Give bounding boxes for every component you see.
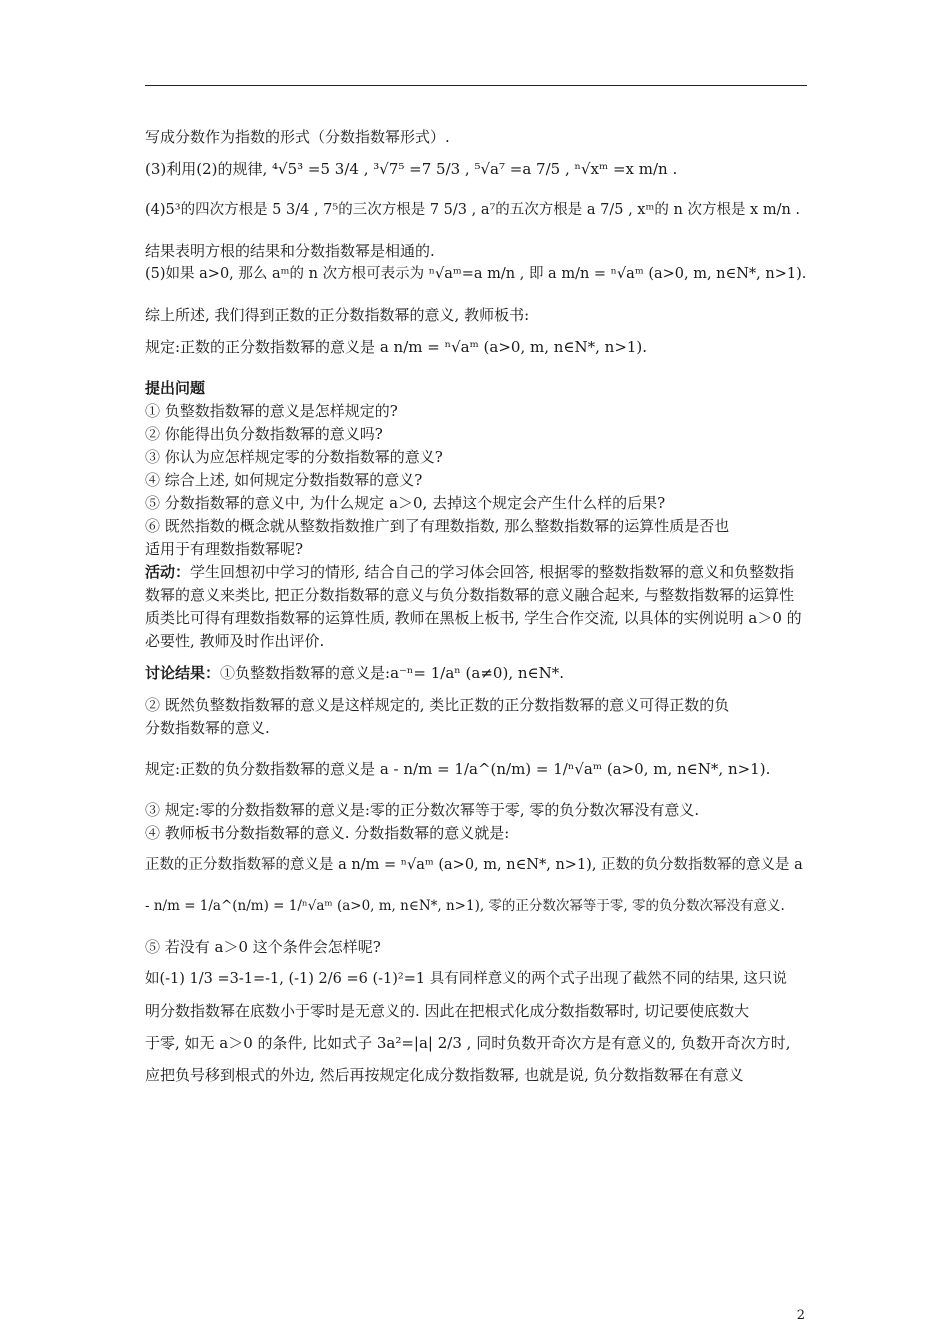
text-line: 明分数指数幂在底数小于零时是无意义的. 因此在把根式化成分数指数幂时, 切记要使底数大: [145, 1002, 750, 1020]
question-item: ② 你能得出负分数指数幂的意义吗?: [145, 425, 383, 443]
question-item: ⑥ 既然指数的概念就从整数指数推广到了有理数指数, 那么整数指数幂的运算性质是否也: [145, 517, 730, 535]
text-line: - n/m = 1/a^(n/m) = 1/ⁿ√aᵐ (a>0, m, n∈N*, n>1), 零的正分数次幂等于零, 零的负分数次幂没有意义.: [145, 898, 785, 914]
text-line: ⑤ 若没有 a＞0 这个条件会怎样呢?: [145, 938, 381, 956]
text-line: ② 既然负整数指数幂的意义是这样规定的, 类比正数的正分数指数幂的意义可得正数的负: [145, 696, 730, 714]
text-line: 综上所述, 我们得到正数的正分数指数幂的意义, 教师板书:: [145, 306, 530, 324]
section-heading: 提出问题: [145, 379, 206, 397]
discussion-text: ①负整数指数幂的意义是:a⁻ⁿ= 1/aⁿ (a≠0), n∈N*.: [220, 664, 565, 682]
question-item: ⑤ 分数指数幂的意义中, 为什么规定 a＞0, 去掉这个规定会产生什么样的后果?: [145, 494, 666, 512]
page-number: 2: [796, 1308, 805, 1323]
activity-paragraph: [145, 561, 807, 653]
text-line: 分数指数幂的意义.: [145, 719, 270, 737]
discussion-label: 讨论结果：: [145, 664, 221, 682]
question-item: ① 负整数指数幂的意义是怎样规定的?: [145, 402, 398, 420]
text-line: (5)如果 a>0, 那么 aᵐ的 n 次方根可表示为 ⁿ√aᵐ=a m/n , 即 a m/n = ⁿ√aᵐ (a>0, m, n∈N*, n>1).: [145, 266, 807, 282]
question-item: ③ 你认为应怎样规定零的分数指数幂的意义?: [145, 448, 443, 466]
question-item: 适用于有理数指数幂呢?: [145, 540, 304, 558]
text-line: 写成分数作为指数的形式（分数指数幂形式）.: [145, 128, 450, 146]
text-line: 如(-1) 1/3 =3-1=-1, (-1) 2/6 =6 (-1)²=1 具有同样意义的两个式子出现了截然不同的结果, 这只说: [145, 971, 787, 987]
text-line: 正数的正分数指数幂的意义是 a n/m = ⁿ√aᵐ (a>0, m, n∈N*, n>1), 正数的负分数指数幂的意义是 a: [145, 857, 803, 873]
text-line: 结果表明方根的结果和分数指数幂是相通的.: [145, 242, 435, 260]
text-line: (3)利用(2)的规律, ⁴√5³ =5 3/4 , ³√7⁵ =7 5/3 , ⁵√a⁷ =a 7/5 , ⁿ√xᵐ =x m/n .: [145, 160, 678, 178]
text-line: 规定:正数的正分数指数幂的意义是 a n/m = ⁿ√aᵐ (a>0, m, n∈N*, n>1).: [145, 338, 648, 356]
document-body: [145, 126, 807, 1087]
text-line: ④ 教师板书分数指数幂的意义. 分数指数幂的意义就是:: [145, 824, 510, 842]
text-line: 应把负号移到根式的外边, 然后再按规定化成分数指数幂, 也就是说, 负分数指数幂在有意义: [145, 1066, 744, 1084]
text-line: ③ 规定:零的分数指数幂的意义是:零的正分数次幂等于零, 零的负分数次幂没有意义.: [145, 801, 700, 819]
activity-text: 学生回想初中学习的情形, 结合自己的学习体会回答, 根据零的整数指数幂的意义和负整数指数幂的意义来类比, 把正分数指数幂的意义与负分数指数幂的意义融合起来, 与整数指数幂的运算性质类比可得有理数指数幂的运算性质, 教师在黑板上板书, 学生合作交流, 以具体的实例说明 a＞0 的必要性, 教师及时作出评价.: [145, 563, 802, 650]
text-line: 规定:正数的负分数指数幂的意义是 a - n/m = 1/a^(n/m) = 1/ⁿ√aᵐ (a>0, m, n∈N*, n>1).: [145, 760, 771, 778]
activity-label: 活动：: [145, 563, 191, 581]
discussion-line: [145, 662, 807, 685]
question-item: ④ 综合上述, 如何规定分数指数幂的意义?: [145, 471, 423, 489]
header-rule: [145, 85, 807, 86]
text-line: 于零, 如无 a＞0 的条件, 比如式子 3a²=|a| 2/3 , 同时负数开奇次方是有意义的, 负数开奇次方时,: [145, 1034, 791, 1052]
text-line: (4)5³的四次方根是 5 3/4 , 7⁵的三次方根是 7 5/3 , a⁷的五次方根是 a 7/5 , xᵐ的 n 次方根是 x m/n .: [145, 202, 801, 218]
